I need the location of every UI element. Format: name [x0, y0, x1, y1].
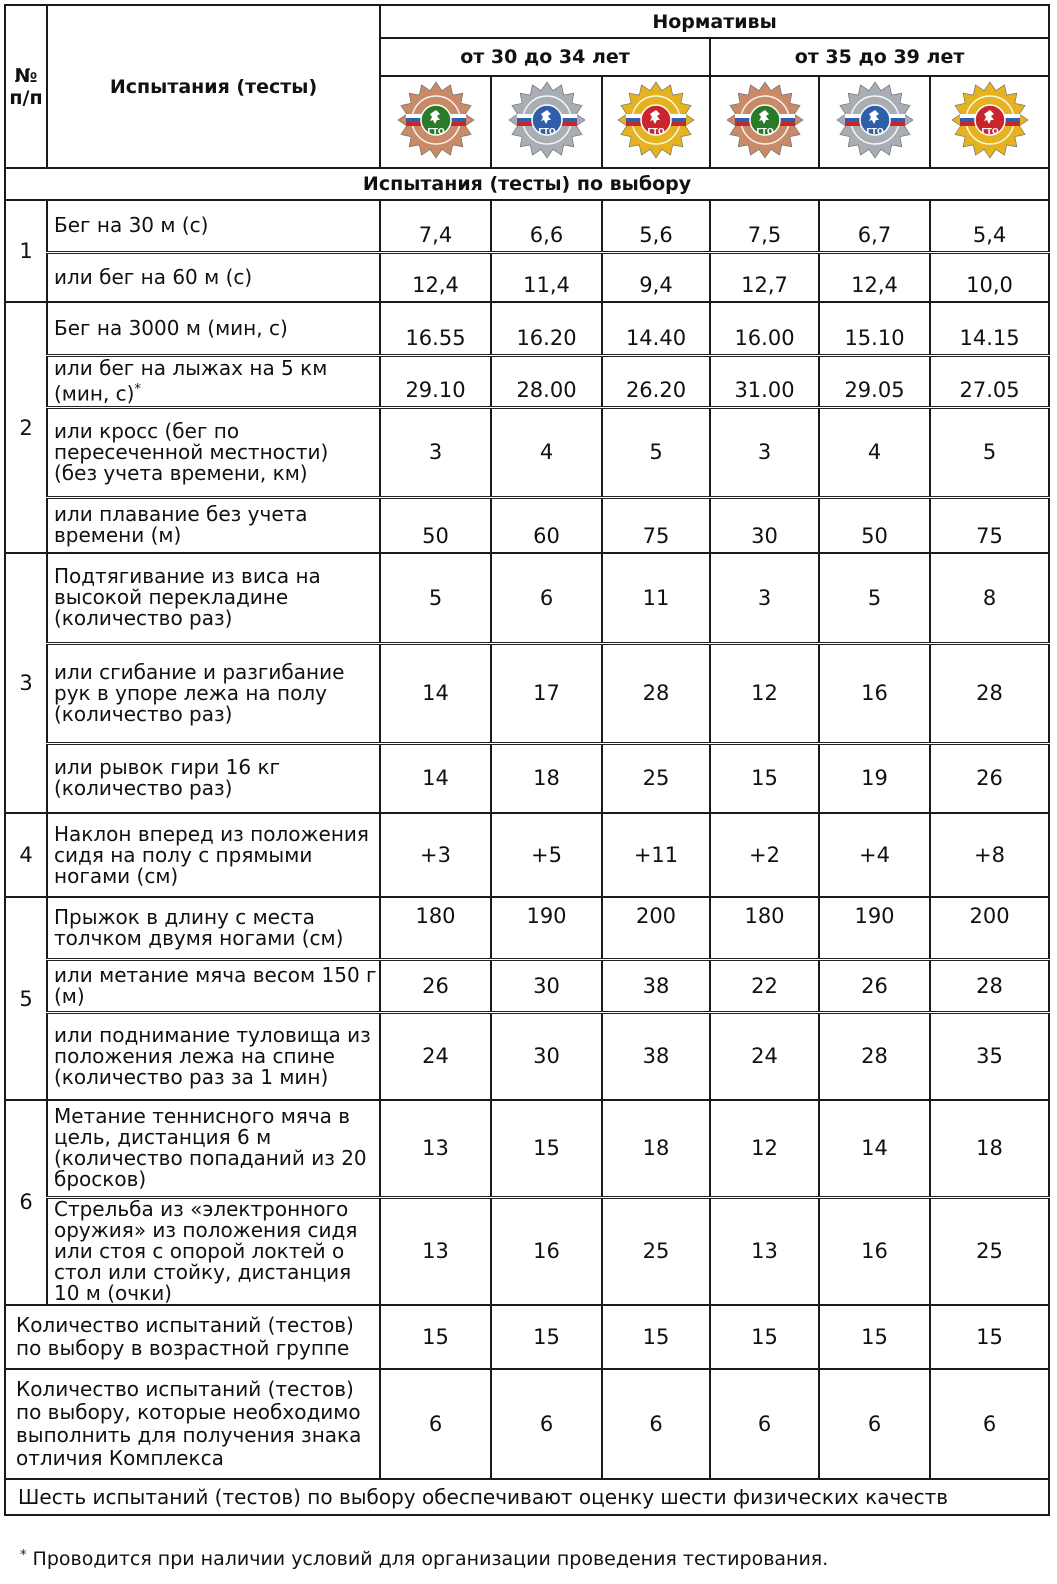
table-row — [5, 1197, 1049, 1305]
norm-value: 16.20 — [491, 302, 602, 355]
norm-value: 190 — [491, 897, 602, 959]
norm-value: 30 — [491, 1012, 602, 1100]
test-name — [47, 252, 380, 302]
test-name — [47, 643, 380, 743]
norm-value: 180 — [710, 897, 819, 959]
norm-value: +3 — [380, 813, 491, 897]
test-name — [47, 355, 380, 407]
norm-value: 190 — [819, 897, 930, 959]
test-name — [47, 813, 380, 897]
norm-value: 7,5 — [710, 200, 819, 252]
norm-value: 25 — [602, 743, 710, 813]
norm-value: 38 — [602, 1012, 710, 1100]
bronze-badge-icon — [396, 80, 476, 160]
test-name — [47, 497, 380, 553]
group-number: 3 — [5, 553, 47, 813]
table-row — [5, 497, 1049, 553]
badge-label: ГТО — [426, 127, 445, 136]
badge-label: ГТО — [980, 127, 999, 136]
norm-value: 16 — [819, 1197, 930, 1305]
summary-value: 15 — [380, 1305, 491, 1369]
header-norms: Нормативы — [380, 5, 1049, 38]
norm-value: 30 — [491, 959, 602, 1012]
summary-value: 6 — [930, 1369, 1049, 1479]
footnote-marker: * — [134, 381, 141, 397]
table-row — [5, 643, 1049, 743]
norm-value: 3 — [710, 407, 819, 497]
norm-value: 12 — [710, 643, 819, 743]
norm-value: 13 — [710, 1197, 819, 1305]
norm-value: 10,0 — [930, 252, 1049, 302]
group-number: 6 — [5, 1100, 47, 1305]
summary-value: 15 — [930, 1305, 1049, 1369]
norm-value: 15.10 — [819, 302, 930, 355]
test-name — [47, 1012, 380, 1100]
norm-value: 13 — [380, 1197, 491, 1305]
norm-value: 6,6 — [491, 200, 602, 252]
norm-value: 9,4 — [602, 252, 710, 302]
norm-value: 26 — [380, 959, 491, 1012]
norm-value: 15 — [710, 743, 819, 813]
test-name-text: или плавание без учета времени (м) — [54, 502, 308, 548]
norm-value: 16.55 — [380, 302, 491, 355]
gold-badge-icon — [616, 80, 696, 160]
norm-value: 4 — [819, 407, 930, 497]
table-row — [5, 1012, 1049, 1100]
norm-value: 28 — [930, 643, 1049, 743]
norm-value: 60 — [491, 497, 602, 553]
norm-value: 15 — [491, 1100, 602, 1197]
norm-value: 18 — [930, 1100, 1049, 1197]
group-number: 5 — [5, 897, 47, 1100]
test-name-text: или сгибание и разгибание рук в упоре лежа на полу (количество раз) — [54, 659, 345, 726]
norm-value: 14.40 — [602, 302, 710, 355]
test-name-text: Бег на 30 м (с) — [54, 213, 209, 238]
table-row — [5, 813, 1049, 897]
test-name-text: Подтягивание из виса на высокой перекладине (количество раз) — [54, 564, 321, 631]
test-name-text: или бег на лыжах на 5 км (мин, с) — [54, 355, 328, 406]
norm-value: 28 — [930, 959, 1049, 1012]
norm-value: 24 — [710, 1012, 819, 1100]
norm-value: 19 — [819, 743, 930, 813]
norm-value: 11 — [602, 553, 710, 643]
norm-value: +11 — [602, 813, 710, 897]
norm-value: 17 — [491, 643, 602, 743]
norm-value: 11,4 — [491, 252, 602, 302]
norm-value: 16 — [491, 1197, 602, 1305]
norm-value: 180 — [380, 897, 491, 959]
norm-value: +5 — [491, 813, 602, 897]
norm-value: 31.00 — [710, 355, 819, 407]
norm-value: 200 — [602, 897, 710, 959]
header-tests: Испытания (тесты) — [47, 5, 380, 168]
norm-value: 27.05 — [930, 355, 1049, 407]
norm-value: 12 — [710, 1100, 819, 1197]
norm-value: 5,6 — [602, 200, 710, 252]
norm-value: 5 — [602, 407, 710, 497]
norm-value: 200 — [930, 897, 1049, 959]
table-row — [5, 200, 1049, 252]
norm-value: 22 — [710, 959, 819, 1012]
test-name-text: Бег на 3000 м (мин, с) — [54, 315, 288, 340]
norm-value: 75 — [930, 497, 1049, 553]
test-name-text: или бег на 60 м (с) — [54, 264, 253, 289]
note-row — [5, 1479, 1049, 1515]
norms-table-sheet — [4, 4, 1048, 1518]
header-age-group-2: от 35 до 39 лет — [710, 38, 1049, 76]
summary-value: 15 — [710, 1305, 819, 1369]
norm-value: 29.05 — [819, 355, 930, 407]
test-name — [47, 553, 380, 643]
norm-value: 12,4 — [380, 252, 491, 302]
section-title: Испытания (тесты) по выбору — [5, 168, 1049, 200]
badge-label: ГТО — [537, 127, 556, 136]
test-name — [47, 302, 380, 355]
summary-label: Количество испытаний (тестов) по выбору, которые необходимо выполнить для получения знака отличия Комплекса — [5, 1369, 380, 1479]
table-row — [5, 897, 1049, 959]
badge-cell — [491, 76, 602, 168]
summary-label: Количество испытаний (тестов) по выбору в возрастной группе — [5, 1305, 380, 1369]
norm-value: 28.00 — [491, 355, 602, 407]
norm-value: 14 — [819, 1100, 930, 1197]
test-name — [47, 200, 380, 252]
footnote-star: * — [20, 1548, 27, 1563]
bronze-badge-icon — [725, 80, 805, 160]
header-num-line1: № — [14, 64, 38, 87]
silver-badge-icon — [835, 80, 915, 160]
summary-value: 6 — [819, 1369, 930, 1479]
summary-row — [5, 1305, 1049, 1369]
badge-label: ГТО — [755, 127, 774, 136]
norm-value: 50 — [380, 497, 491, 553]
norm-value: 14 — [380, 743, 491, 813]
norm-value: +8 — [930, 813, 1049, 897]
norm-value: 50 — [819, 497, 930, 553]
norms-table — [4, 4, 1050, 1516]
table-row — [5, 959, 1049, 1012]
footnote — [20, 1548, 828, 1570]
summary-value: 6 — [602, 1369, 710, 1479]
norm-value: 26 — [819, 959, 930, 1012]
header-num — [5, 5, 47, 168]
norm-value: 7,4 — [380, 200, 491, 252]
norm-value: 8 — [930, 553, 1049, 643]
test-name-text: или поднимание туловища из положения лежа на спине (количество раз за 1 мин) — [54, 1022, 371, 1089]
norm-value: 75 — [602, 497, 710, 553]
norm-value: 16.00 — [710, 302, 819, 355]
test-name-text: или метание мяча весом 150 г (м) — [54, 962, 377, 1008]
norm-value: 6 — [491, 553, 602, 643]
norm-value: 30 — [710, 497, 819, 553]
test-name — [47, 1197, 380, 1305]
table-row — [5, 1100, 1049, 1197]
note-text: Шесть испытаний (тестов) по выбору обеспечивают оценку шести физических качеств — [5, 1479, 1049, 1515]
norm-value: 3 — [710, 553, 819, 643]
table-row — [5, 252, 1049, 302]
summary-value: 6 — [380, 1369, 491, 1479]
norm-value: 18 — [602, 1100, 710, 1197]
norm-value: 28 — [602, 643, 710, 743]
norm-value: 25 — [930, 1197, 1049, 1305]
badge-cell — [819, 76, 930, 168]
badge-label: ГТО — [865, 127, 884, 136]
table-row — [5, 302, 1049, 355]
badge-cell — [380, 76, 491, 168]
badge-cell — [930, 76, 1049, 168]
silver-badge-icon — [507, 80, 587, 160]
group-number: 1 — [5, 200, 47, 302]
test-name-text: Наклон вперед из положения сидя на полу с прямыми ногами (см) — [54, 821, 369, 888]
test-name — [47, 1100, 380, 1197]
norm-value: 26 — [930, 743, 1049, 813]
summary-row — [5, 1369, 1049, 1479]
badge-label: ГТО — [647, 127, 665, 136]
group-number: 4 — [5, 813, 47, 897]
norm-value: 14 — [380, 643, 491, 743]
footnote-text: Проводится при наличии условий для организации проведения тестирования. — [26, 1548, 829, 1570]
norm-value: 38 — [602, 959, 710, 1012]
header-num-line2: п/п — [9, 86, 43, 109]
test-name-text: или рывок гири 16 кг (количество раз) — [54, 755, 281, 801]
test-name — [47, 743, 380, 813]
summary-value: 6 — [710, 1369, 819, 1479]
norm-value: 12,7 — [710, 252, 819, 302]
test-name-text: Стрельба из «электронного оружия» из положения сидя или стоя с опорой локтей о стол или стойку, дистанция 10 м (очки) — [54, 1196, 358, 1305]
test-name-text: Метание теннисного мяча в цель, дистанция 6 м (количество попаданий из 20 бросков) — [54, 1104, 367, 1192]
summary-value: 15 — [491, 1305, 602, 1369]
test-name-text: или кросс (бег по пересеченной местности) (без учета времени, км) — [54, 418, 329, 485]
norm-value: 12,4 — [819, 252, 930, 302]
test-name-text: Прыжок в длину с места толчком двумя ногами (см) — [54, 904, 344, 950]
group-number: 2 — [5, 302, 47, 553]
norm-value: 5 — [930, 407, 1049, 497]
norm-value: 18 — [491, 743, 602, 813]
header-age-group-1: от 30 до 34 лет — [380, 38, 710, 76]
norm-value: 26.20 — [602, 355, 710, 407]
table-row — [5, 743, 1049, 813]
summary-value: 6 — [491, 1369, 602, 1479]
norm-value: +4 — [819, 813, 930, 897]
norm-value: 24 — [380, 1012, 491, 1100]
table-row — [5, 553, 1049, 643]
badge-cell — [602, 76, 710, 168]
badge-cell — [710, 76, 819, 168]
norm-value: 35 — [930, 1012, 1049, 1100]
norm-value: 13 — [380, 1100, 491, 1197]
test-name — [47, 897, 380, 959]
norm-value: +2 — [710, 813, 819, 897]
norm-value: 5 — [380, 553, 491, 643]
summary-value: 15 — [602, 1305, 710, 1369]
norm-value: 6,7 — [819, 200, 930, 252]
test-name — [47, 407, 380, 497]
test-name — [47, 959, 380, 1012]
norm-value: 4 — [491, 407, 602, 497]
norm-value: 25 — [602, 1197, 710, 1305]
table-row — [5, 407, 1049, 497]
norm-value: 5 — [819, 553, 930, 643]
norm-value: 28 — [819, 1012, 930, 1100]
norm-value: 5,4 — [930, 200, 1049, 252]
table-row — [5, 355, 1049, 407]
norm-value: 29.10 — [380, 355, 491, 407]
gold-badge-icon — [950, 80, 1030, 160]
norm-value: 16 — [819, 643, 930, 743]
summary-value: 15 — [819, 1305, 930, 1369]
norm-value: 14.15 — [930, 302, 1049, 355]
norm-value: 3 — [380, 407, 491, 497]
